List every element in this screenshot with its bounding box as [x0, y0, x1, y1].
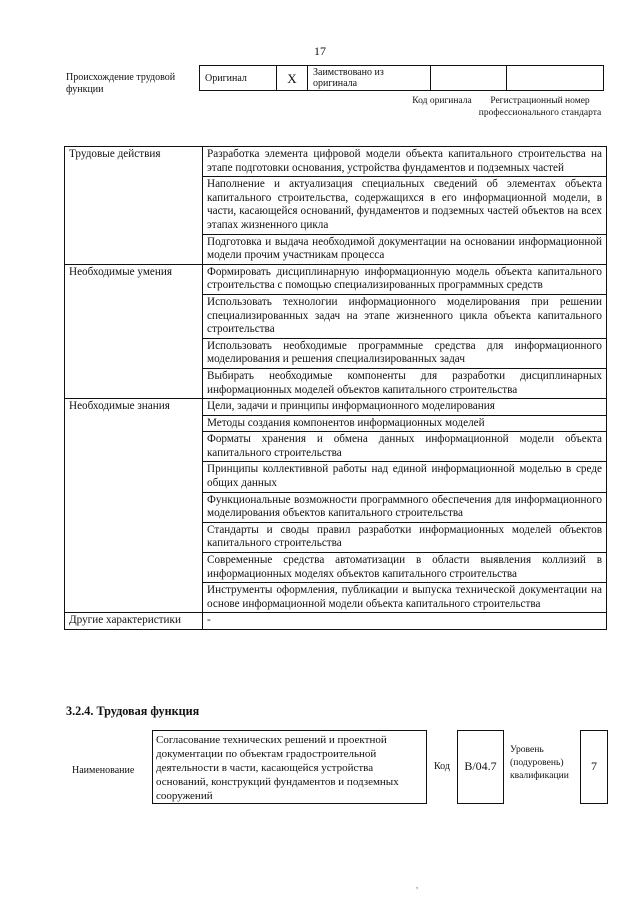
item-cell: Разработка элемента цифровой модели объекта капитального строительства на этапе подготовки основания, устройства фундаментов и подземных частей	[203, 147, 607, 177]
section-heading: 3.2.4. Трудовая функция	[66, 704, 200, 718]
item-cell: -	[203, 613, 607, 630]
item-cell: Методы создания компонентов информационных моделей	[203, 415, 607, 432]
page-number: 17	[314, 44, 326, 58]
origin-label: Происхождение трудовой функции	[66, 72, 176, 95]
item-cell: Современные средства автоматизации в области выявления коллизий в информационных моделях объектов капитального строительства	[203, 553, 607, 583]
borrowed-cell: Заимствовано из оригинала	[308, 66, 431, 91]
table-row	[65, 264, 607, 294]
reg-number-caption: Регистрационный номер профессионального стандарта	[478, 96, 602, 118]
code-label: Код	[434, 761, 450, 772]
table-row	[65, 399, 607, 416]
item-cell: Наполнение и актуализация специальных сведений об элементах объекта капитального строительства, содержащихся в его информационной модели, в части, касающейся оснований, фундаментов и подземных частей объектов на всех этапах жизненного цикла	[203, 177, 607, 234]
category-cell: Другие характеристики	[65, 613, 203, 630]
reg-number-cell	[507, 66, 604, 91]
item-cell: Использовать необходимые программные средства для информационного моделирования и решения специализированных задач	[203, 338, 607, 368]
item-cell: Принципы коллективной работы над единой информационной моделью в среде общих данных	[203, 462, 607, 492]
name-label: Наименование	[72, 765, 135, 776]
item-cell: Выбирать необходимые компоненты для разработки дисциплинарных информационных моделей объектов капитального строительства	[203, 368, 607, 398]
labor-function-table	[64, 146, 607, 630]
level-box: 7	[580, 730, 608, 804]
item-cell: Использовать технологии информационного моделирования при решении специализированных задач на этапе жизненного цикла объекта капитального строительства	[203, 294, 607, 338]
item-cell: Форматы хранения и обмена данных информационной модели объекта капитального строительства	[203, 432, 607, 462]
category-cell: Необходимые знания	[65, 399, 203, 613]
original-mark: X	[277, 66, 308, 91]
code-original-cell	[431, 66, 507, 91]
function-name-box: Согласование технических решений и проектной документации по объектам градостроительной деятельности в части, касающейся устройства оснований, конструкций фундаментов и подземных сооружений	[152, 730, 427, 804]
stray-mark: ,	[416, 880, 419, 890]
table-row	[65, 613, 607, 630]
code-box: В/04.7	[457, 730, 504, 804]
item-cell: Формировать дисциплинарную информационную модель объекта капитального строительства с помощью специализированных программных средств	[203, 264, 607, 294]
table-row	[65, 147, 607, 177]
category-cell: Трудовые действия	[65, 147, 203, 265]
code-original-caption: Код оригинала	[412, 96, 472, 106]
origin-table	[199, 65, 604, 91]
item-cell: Подготовка и выдача необходимой документации на основании информационной модели прочим участникам процесса	[203, 234, 607, 264]
item-cell: Инструменты оформления, публикации и выпуска технической документации на основе информационной модели объекта капитального строительства	[203, 583, 607, 613]
item-cell: Стандарты и своды правил разработки информационных моделей объектов капитального строительства	[203, 522, 607, 552]
item-cell: Цели, задачи и принципы информационного моделирования	[203, 399, 607, 416]
category-cell: Необходимые умения	[65, 264, 203, 398]
item-cell: Функциональные возможности программного обеспечения для информационного моделирования объектов капитального строительства	[203, 492, 607, 522]
original-cell: Оригинал	[200, 66, 277, 91]
level-label: Уровень (подуровень) квалификации	[510, 744, 569, 781]
